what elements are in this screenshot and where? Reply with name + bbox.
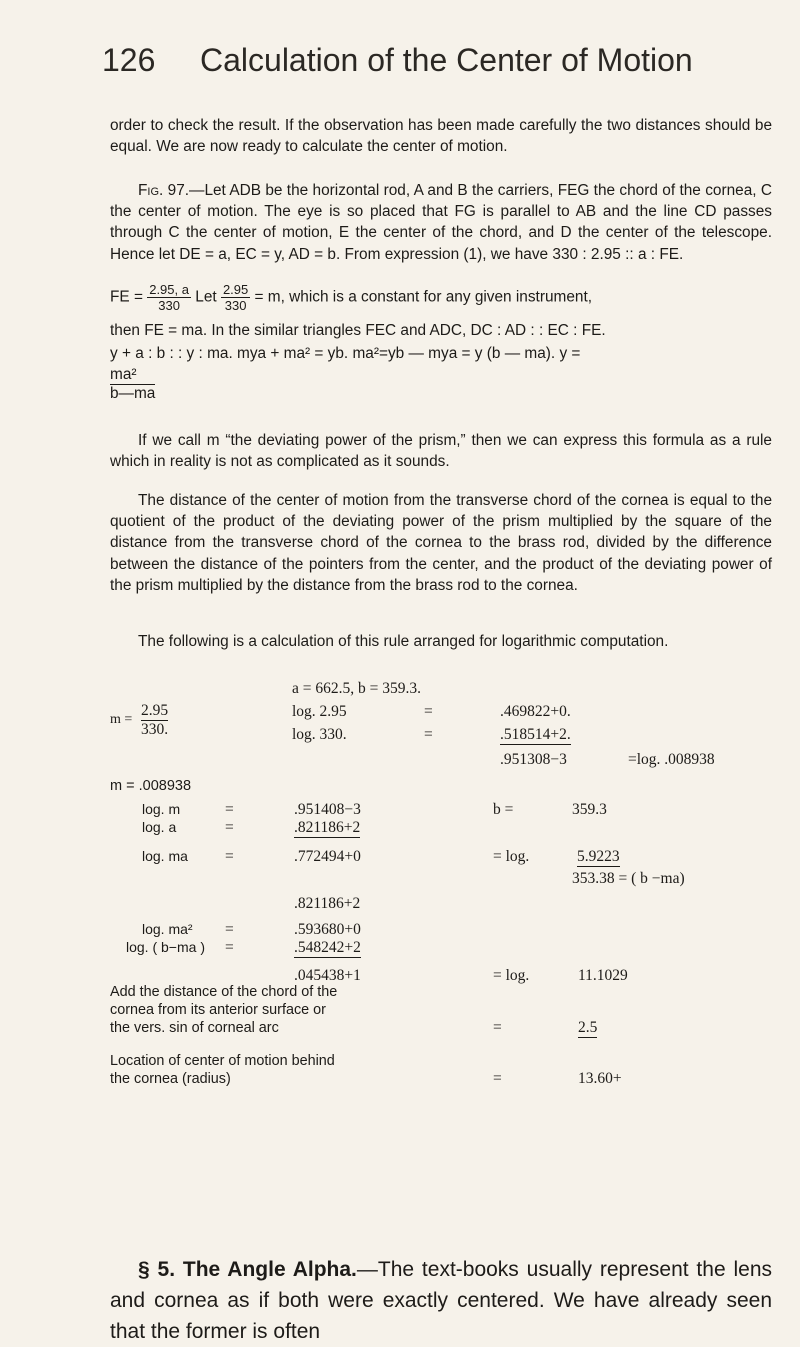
page-number: 126 [102, 42, 156, 78]
section-heading: The Angle Alpha. [182, 1258, 357, 1281]
paragraph-1 [110, 115, 772, 157]
paragraph-5: The following is a calculation of this rule arranged for logarithmic computation. [138, 633, 669, 650]
figure-label: Fig. 97. [138, 182, 190, 199]
section-text: —The text-books usually represent the lens and cornea as if both were exactly centered. We have already seen that the former is often [110, 1258, 772, 1343]
formula-line-1: FE = $\frac{2.95, a}{330}$ Let $\frac{2.95}{330}$ = m, which is a constant for any given instrument, [110, 282, 593, 313]
given-values: a = 662.5, b = 359.3. [292, 680, 421, 697]
paragraph-2 [110, 180, 772, 265]
page-title: Calculation of the Center of Motion [200, 42, 693, 78]
fe-fraction: $\frac{2.95, a}{330}$ [149, 282, 189, 313]
paragraph-1-text: order to check the result. If the observation has been made carefully the two distances should be equal. We are now ready to calculate the center of motion. [110, 117, 772, 156]
formula-line-3: y + a : b : : y : ma. mya + ma² = yb. ma²=yb — mya = y (b — ma). y = [110, 345, 581, 362]
y-fraction: $\frac{\text{ma²}}{b—ma}$ [110, 366, 156, 402]
m-eq-label: m = [110, 712, 133, 727]
m-fraction-calc: 2.95 330. [141, 702, 169, 738]
section-5 [110, 1254, 772, 1347]
paragraph-2-text: —Let ADB be the horizontal rod, A and B the carriers, FEG the chord of the cornea, C the center of motion. The eye is so placed that FG is parallel to AB and the line CD passes through C the center of motion, E the center of the chord, and D the center of the telescope. Hence let DE = a, EC = y, AD = b. From expression (1), we have 330 : 2.95 :: a : FE. [110, 182, 772, 263]
section-number: § 5. [138, 1258, 176, 1281]
paragraph-4: The distance of the center of motion from the transverse chord of the cornea is equal to the quotient of the product of the deviating power of the prism multiplied by the square of the distance from the transverse chord of the cornea to the brass rod, divided by the difference between the distance of the pointers from the center, and the product of the deviating power of the prism multiplied by the distance from the brass rod to the cornea. [110, 492, 772, 594]
paragraph-3: If we call m “the deviating power of the prism,” then we can express this formula as a rule which in reality is not as complicated as it sounds. [110, 432, 772, 471]
formula-line-2: then FE = ma. In the similar triangles FEC and ADC, DC : AD : : EC : FE. [110, 322, 606, 339]
m-fraction: $\frac{2.95}{330}$ [222, 282, 249, 313]
